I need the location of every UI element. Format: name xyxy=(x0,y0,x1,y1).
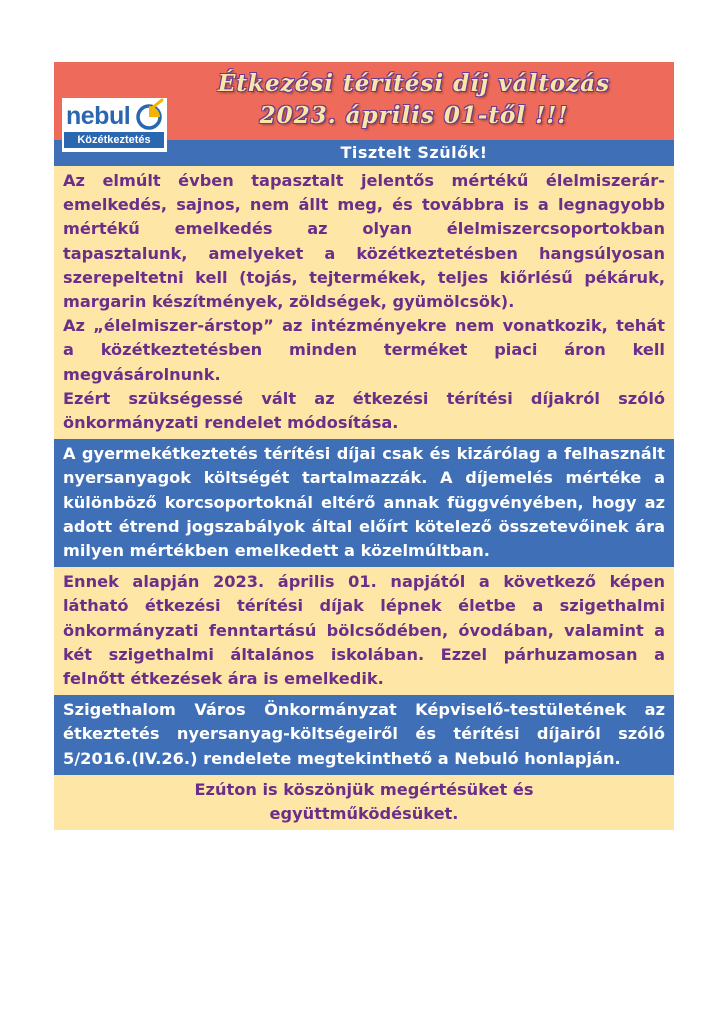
notice-poster xyxy=(54,62,674,830)
logo-pie-icon xyxy=(136,98,166,130)
title-line-2: 2023. április 01-től !!! xyxy=(259,102,569,129)
nebulo-logo xyxy=(62,98,167,152)
paragraph: Az „élelmiszer-árstop” az intézményekre nem vonatkozik, tehát a közétkeztetésben minden terméket piaci áron kell megvásárolnunk. xyxy=(63,316,665,384)
paragraph: Ennek alapján 2023. április 01. napjától a következő képen látható étkezési térítési díjak lépnek életbe a szigethalmi önkormányzati fenntartású bölcsődében, óvodában, valamint a két szigethalmi általános iskolában. Ezzel párhuzamosan a felnőtt étkezések ára is emelkedik. xyxy=(63,572,665,689)
paragraph: Ezért szükségessé vált az étkezési térítési díjakról szóló önkormányzati rendelet módosítása. xyxy=(63,388,665,433)
paragraph: A gyermekétkeztetés térítési díjai csak és kizárólag a felhasznált nyersanyagok költségét tartalmazzák. A díjemelés mértéke a különböző korcsoportoknál eltérő annak függvényében, hogy az adott étrend jogszabályok által előírt kötelező összetevőinek ára milyen mértékben emelkedett a közelmúltban. xyxy=(63,444,665,561)
thanks-line-2: együttműködésüket. xyxy=(269,804,459,824)
thanks-line-1: Ezúton is köszönjük megértésüket és xyxy=(194,779,534,799)
header-banner xyxy=(54,62,674,146)
paragraph: Az elmúlt évben tapasztalt jelentős mértékű élelmiszerár-emelkedés, sajnos, nem állt meg, és továbbra is a legnagyobb mértékű emelkedés az olyan élelmiszercsoportokban tapasztalunk, amelyeket a közétkeztetésben hangsúlyosan szerepeltetni kell (tojás, tejtermékek, teljes kiőrlésű pékáruk, margarin készítmények, zöldségek, gyümölcsök). xyxy=(63,171,665,312)
section-regulation xyxy=(54,695,674,775)
section-price-increase xyxy=(54,166,674,439)
section-fee-composition xyxy=(54,439,674,567)
section-thanks xyxy=(54,775,674,830)
logo-subtitle: Közétkeztetés xyxy=(64,132,164,148)
logo-text: nebul xyxy=(66,102,131,130)
paragraph: Szigethalom Város Önkormányzat Képviselő-testületének az étkeztetés nyersanyag-költségeiről és térítési díjairól szóló 5/2016.(IV.26.) rendelete megtekinthető a Nebuló honlapján. xyxy=(63,700,665,768)
title-line-1: Étkezési térítési díj változás xyxy=(217,70,611,97)
greeting-text: Tisztelt Szülők! xyxy=(340,143,488,162)
section-effective-date xyxy=(54,567,674,695)
